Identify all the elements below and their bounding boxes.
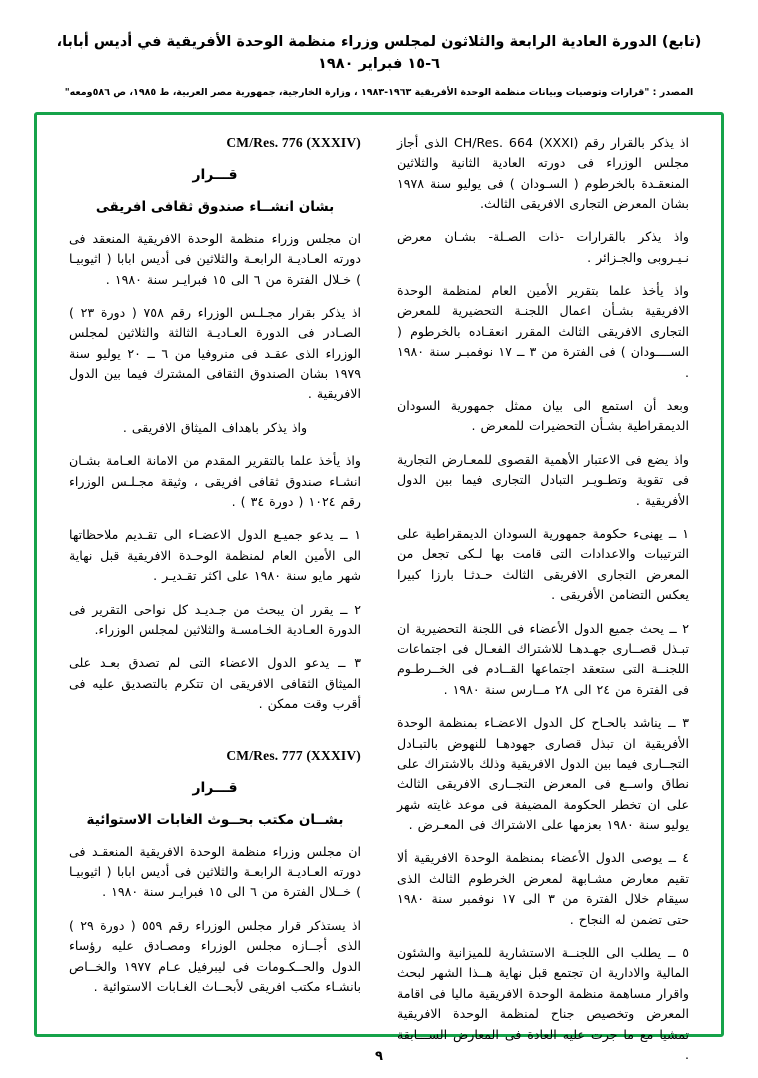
resolution-id: CM/Res. 777 (XXXIV)	[226, 747, 361, 763]
paragraph: ١ ــ يدعو جميـع الدول الاعضـاء الى تقـديم ملاحظاتها الى الأمين العام لمنظمة الوحـدة الافريقية قبل نهاية شهر مايو سنة ١٩٨٠ على اكثر تقـديـر .	[69, 527, 361, 584]
two-column-layout	[51, 133, 707, 1062]
resolution-subject: بشان انشــاء صندوق ثقافى افريقى	[95, 198, 335, 215]
content-frame	[34, 112, 724, 1062]
paragraph: ٥ ــ يطلب الى اللجنــة الاستشارية للميزانية والشئون المالية والادارية ان تجتمع قبل نهاية هــذا الشهر لبحث واقرار مساهمة منظمة الوحدة الافريقية ماليا فى اقامة المعرض وتخصيص جناح لمنظمة الوحدة الافريقية تمشيا مع ما جرت عليه العادة فى المعارض الســـابقة .	[397, 945, 689, 1062]
paragraph: ان مجلس وزراء منظمة الوحدة الافريقية المنعقد فى دورته العـاديـة الرابعـة والثلاثين فى أديس ابابا ( اثيوبيـا ) خـلال الفترة من ٦ الى ١٥ فبرايـر سنة ١٩٨٠ .	[69, 230, 361, 287]
column-left	[51, 133, 379, 1022]
paragraph: ٤ ــ يوصى الدول الأعضاء بمنظمة الوحدة الافريقية ألا تقيم معارض مشـابهة لمعرض الخرطوم الثالث الذى سيقام خلال الفترة من ٣ الى ١٧ نوفمبر سنة ١٩٨٠ حتى تضمن له النجاح .	[397, 850, 689, 927]
column-right	[379, 133, 707, 1062]
resolution-subject: بشــان مكتب بحــوث الغابات الاستوائية	[86, 811, 344, 828]
paragraph: ان مجلس وزراء منظمة الوحدة الافريقية المنعقـد فى دورته العـاديـة الرابعـة والثلاثين فى أديس ابابا ( اثيوبيـا ) خــلال الفترة من ٦ الى ١٥ فبرايـر سنة ١٩٨٠ .	[69, 843, 361, 900]
page-number: ٩	[375, 1049, 383, 1064]
header-title: (تابع) الدورة العادية الرابعة والثلاثون لمجلس وزراء منظمة الوحدة الأفريقية في أديس أبابا، ٦-١٥ فبراير ١٩٨٠	[56, 34, 702, 72]
resolution-kind: قـــرار	[192, 166, 238, 183]
paragraph: ١ ــ يهنىء حكومة جمهورية السودان الديمقراطية على الترتيبات والاعدادات التى قامت بها لـكى تجعل من المعرض التجارى الافريقى الثالث حـدثـا بارزا كبيرا يعكس التضامن الأفريقى .	[397, 526, 689, 603]
paragraph: اذ يستذكر قرار مجلس الوزراء رقم ٥٥٩ ( دورة ٢٩ ) الذى أجــازه مجلس الوزراء ومصـادق عليه رؤساء الدول والحــكـومات فى ليبرفيل عـام ١٩٧٧ والخــاص بانشـاء مكتب افريقى لأبحــاث الغـابات الاستوائية .	[69, 917, 361, 994]
paragraph: اذ يذكر بالقرار رقم CH/Res. 664 (XXXI) الذى أجاز مجلس الوزراء فى دورته العادية الثانية والثلاثين المنعقـدة بالخرطوم ( السـودان ) فى يوليو سنة ١٩٧٨ بشان المعرض التجارى الافريقى الثالث.	[397, 134, 689, 211]
page-header	[34, 32, 724, 100]
paragraph: ٢ ــ يحث جميع الدول الأعضاء فى اللجنة التحضيرية ان تبـذل قصــارى جهـدهـا للاشتراك الفعـال فى اجتماعات اللجنــة التى ستعقد اجتماعها القــادم فى الخــرطـوم فى الفترة من ٢٤ الى ٢٨ مــارس سنة ١٩٨٠ .	[397, 620, 689, 697]
paragraph: واذ يذكر بالقرارات -ذات الصـلة- بشـان معرض نـيـروبى والجـزائر .	[397, 229, 689, 265]
paragraph: واذ يأخذ علما بالتقرير المقدم من الامانة العـامة بشـان انشـاء صندوق ثقافى افريقى ، وثيقة مجـلـس الوزراء رقم ١٠٢٤ ( دورة ٣٤ ) .	[69, 453, 361, 510]
header-source: المصدر : "قرارات وتوصيات وبيانات منظمة الوحدة الأفريقية ١٩٦٣-١٩٨٣ ، وزارة الخارجية، جمهورية مصر العربية، ط ١٩٨٥، ص ٥٨٦ومعه"	[64, 86, 694, 98]
paragraph: وبعد أن استمع الى بيان ممثل جمهورية السودان الديمقراطية بشـأن التحضيرات للمعرض .	[397, 398, 689, 434]
paragraph: ٢ ــ يقرر ان يبحث من جـديـد كل نواحى التقرير فى الدورة العـادية الخـامسـة والثلاثين لمجلس الوزراء.	[69, 601, 361, 637]
paragraph: واذ يذكر باهداف الميثاق الافريقى .	[122, 419, 308, 435]
paragraph: واذ يأخذ علما بتقرير الأمين العام لمنظمة الوحدة الافريقية بشـأن اعمال اللجنـة التحضيرية للمعرض التجارى الافريقى الثالث المقرر انعقـاده بالخرطوم ( الســــودان ) فى الفترة من ٣ ــ ١٧ نوفمبـر سنة ١٩٨٠ .	[397, 283, 689, 380]
paragraph: ٣ ــ يناشد بالحـاح كل الدول الاعضـاء بمنظمة الوحدة الأفريقية ان تبذل قصارى جهودهـا للنهوض بالتبـادل التجــارى فيما بين الدول الافريقية وذلك بالاشتراك على نطاق واســع فى المعرض التجــارى الافريقى الثالث على ان تخطر الحكومة المضيفة فى موعد غايته شهر يوليو سنة ١٩٨٠ بعزمها على الاشتراك فى المعـرض .	[397, 715, 689, 833]
paragraph: ٣ ــ يدعو الدول الاعضاء التى لم تصدق بعـد على الميثاق الثقافى الافريقى ان تتكرم بالتصديق عليه فى أقرب وقت ممكن .	[69, 655, 361, 712]
resolution-id: CM/Res. 776 (XXXIV)	[226, 134, 361, 150]
resolution-kind: قـــرار	[192, 779, 238, 796]
paragraph: اذ يذكر بقرار مجـلـس الوزراء رقم ٧٥٨ ( دورة ٢٣ ) الصـادر فى الدورة العـاديـة الثالثة والثلاثين لمجلس الوزراء الذى عقـد فى منروفيا من ٦ ــ ٢٠ يوليو سنة ١٩٧٩ بشان الصندوق الثقافى المشترك فيما بين الدول الافريقية .	[69, 304, 362, 402]
paragraph: واذ يضع فى الاعتبار الأهمية القصوى للمعـارض التجارية فى تقوية وتطـويـر التبادل التجارى فيما بين الدول الأفريقية .	[397, 451, 689, 508]
